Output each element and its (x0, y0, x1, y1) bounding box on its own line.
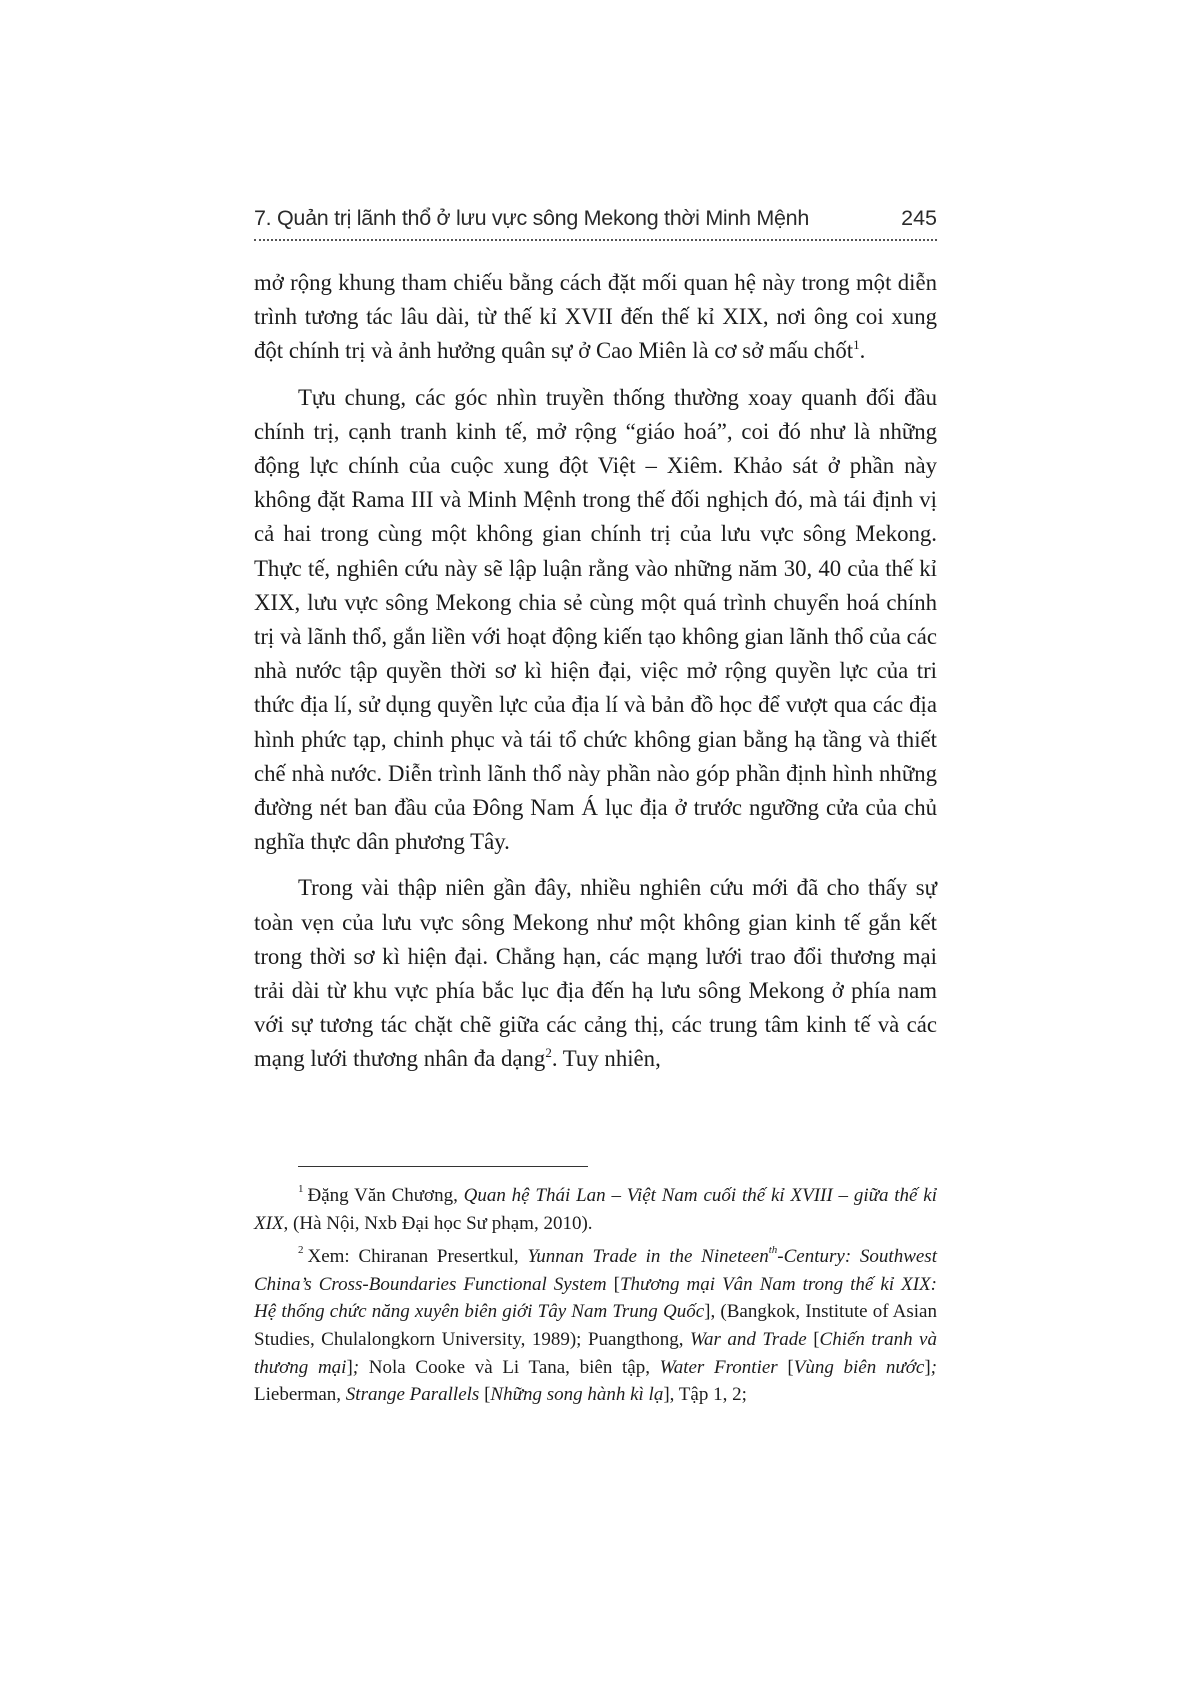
fn2-text-p: ; (930, 1356, 937, 1378)
footnote-2 (254, 1243, 937, 1409)
paragraph-3-end: . Tuy nhiên, (551, 1046, 661, 1072)
footnote-separator (298, 1166, 588, 1167)
footnote-1-author: Đặng Văn Chương, (307, 1185, 464, 1206)
paragraph-2 (254, 381, 937, 860)
fn2-text-o: ] (924, 1356, 931, 1378)
fn2-text-e: ], (Bangkok, Institute of Asian Studies, Chulalongkorn University, 1989); Puangthong, (254, 1301, 937, 1350)
fn2-title-water-frontier: Water Frontier (659, 1356, 778, 1378)
fn2-title-yunnan-1: Yunnan Trade in the Nineteen (527, 1246, 769, 1268)
fn2-title-yunnan-sup: th (768, 1243, 778, 1256)
footnote-1-publication: , (Hà Nội, Nxb Đại học Sư phạm, 2010). (283, 1212, 593, 1234)
fn2-text-q: Lieberman, (254, 1384, 346, 1406)
fn2-text-a: Xem: Chiranan Presertkul, (307, 1246, 528, 1268)
fn2-title-vannam: Thương mại Vân Nam trong thế kỉ XIX: Hệ thống chức năng xuyên biên giới Tây Nam Trung Quốc (254, 1273, 938, 1323)
running-header (254, 206, 937, 236)
paragraph-1 (254, 266, 937, 369)
fn2-text-k: Nola Cooke và Li Tana, biên tập, (359, 1356, 660, 1378)
paragraph-1-end: . (859, 338, 866, 364)
footnote-1-title: Quan hệ Thái Lan – Việt Nam cuối thế kỉ XVIII – giữa thế kỉ XIX (254, 1185, 937, 1234)
page-number: 245 (901, 206, 937, 230)
paragraph-3 (254, 871, 937, 1076)
footnote-1-number: 1 (298, 1182, 304, 1195)
fn2-title-vung-bien: Vùng biên nước (793, 1356, 925, 1378)
fn2-text-g: [ (806, 1328, 820, 1350)
paragraph-1-text: mở rộng khung tham chiếu bằng cách đặt mối quan hệ này trong một diễn trình tương tác lâu dài, từ thế kỉ XVII đến thế kỉ XIX, nơi ông coi xung đột chính trị và ảnh hưởng quân sự ở Cao Miên là cơ sở mấu chốt (254, 270, 937, 364)
fn2-text-i: ] (346, 1356, 353, 1378)
footnote-1 (254, 1182, 937, 1237)
fn2-text-u: ], Tập 1, 2; (663, 1384, 747, 1406)
footnotes (254, 1182, 937, 1415)
footnote-ref-1[interactable]: 1 (853, 336, 860, 352)
paragraph-3-text: Trong vài thập niên gần đây, nhiều nghiên cứu mới đã cho thấy sự toàn vẹn của lưu vực sông Mekong như một không gian kinh tế gắn kết trong thời sơ kì hiện đại. Chẳng hạn, các mạng lưới trao đổi thương mại trải dài từ khu vực phía bắc lục địa đến hạ lưu sông Mekong ở phía nam với sự tương tác chặt chẽ giữa các cảng thị, các trung tâm kinh tế và các mạng lưới thương nhân đa dạng (254, 875, 937, 1072)
fn2-text-s: [ (479, 1384, 491, 1406)
paragraph-2-text: Tựu chung, các góc nhìn truyền thống thường xoay quanh đối đầu chính trị, cạnh tranh kinh tế, mở rộng “giáo hoá”, coi đó như là những động lực chính của cuộc xung đột Việt – Xiêm. Khảo sát ở phần này không đặt Rama III và Minh Mệnh trong thế đối nghịch đó, mà tái định vị cả hai trong cùng một không gian chính trị của lưu vực sông Mekong. Thực tế, nghiên cứu này sẽ lập luận rằng vào những năm 30, 40 của thế kỉ XIX, lưu vực sông Mekong chia sẻ cùng một quá trình chuyển hoá chính trị và lãnh thổ, gắn liền với hoạt động kiến tạo không gian lãnh thổ của các nhà nước tập quyền thời sơ kì hiện đại, việc mở rộng quyền lực của tri thức địa lí, sử dụng quyền lực của địa lí và bản đồ học để vượt qua các địa hình phức tạp, chinh phục và tái tổ chức không gian bằng hạ tầng và thiết chế nhà nước. Diễn trình lãnh thổ này phần nào góp phần định hình những đường nét ban đầu của Đông Nam Á lục địa ở trước ngưỡng cửa của chủ nghĩa thực dân phương Tây. (254, 384, 937, 855)
chapter-title: 7. Quản trị lãnh thổ ở lưu vực sông Mekong thời Minh Mệnh (254, 206, 809, 230)
main-text (254, 266, 937, 1089)
fn2-title-chien-tranh: Chiến tranh và thương mại (254, 1328, 937, 1378)
fn2-text-m: [ (777, 1356, 794, 1378)
header-dotted-rule (254, 239, 937, 241)
fn2-title-strange-parallels: Strange Parallels (345, 1384, 480, 1406)
fn2-title-war-trade: War and Trade (689, 1328, 807, 1350)
fn2-text-j: ; (352, 1356, 360, 1378)
footnote-ref-2[interactable]: 2 (545, 1044, 552, 1060)
footnote-2-number: 2 (298, 1243, 304, 1256)
fn2-title-yunnan-2: -Century: Southwest China’s Cross-Boundaries Functional System (254, 1246, 937, 1295)
fn2-title-song-hanh: Những song hành kì lạ (490, 1384, 664, 1406)
fn2-text-c: [ (606, 1273, 620, 1295)
